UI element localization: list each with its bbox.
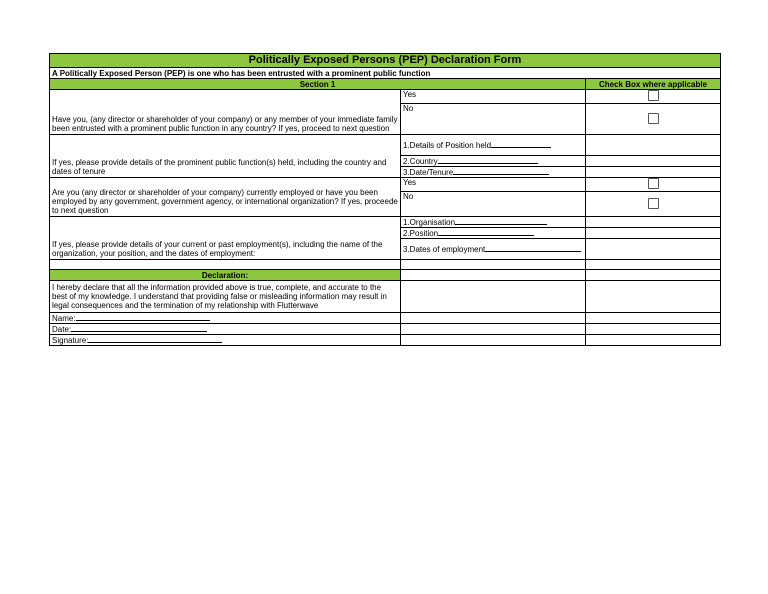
q4-field2-blank [586,228,721,239]
q2-field1-line [491,140,551,148]
q2-field1-row [50,135,721,156]
q3-no-cell [586,192,721,217]
q2-field2-line [438,156,538,164]
declaration-text-row [50,281,721,313]
q4-question: If yes, please provide details of your current or past employment(s), including the name of the organization, your position, and the dates of employment: [50,217,401,260]
q4-field3-label: 3.Dates of employment [403,245,486,254]
signature-blank-2 [586,335,721,346]
q4-field1-line [455,217,547,225]
section-header-row [50,79,721,90]
name-line [76,313,210,321]
q4-field2-label: 2.Position [403,229,439,238]
q1-no-cell [586,104,721,135]
q3-yes-checkbox[interactable] [648,178,659,189]
q1-no-label: No [401,104,586,135]
q2-field1-label: 1.Details of Position held [403,141,492,150]
q1-yes-label: Yes [401,90,586,104]
q2-field2-blank [586,156,721,167]
spacer-cell-3 [586,260,721,270]
q4-field3-line [485,244,581,252]
pep-form-table [49,53,721,346]
check-box-header: Check Box where applicable [586,79,721,90]
q3-no-label: No [401,192,586,217]
q4-field1-row [50,217,721,228]
q1-no-checkbox[interactable] [648,113,659,124]
q2-field2[interactable] [401,156,586,167]
name-label: Name: [52,314,76,323]
q3-yes-label: Yes [401,178,586,192]
q4-field1-label: 1.Organisation [403,218,456,227]
date-label: Date: [52,325,72,334]
name-field[interactable] [50,313,401,324]
q1-yes-cell [586,90,721,104]
q2-field1-blank [586,135,721,156]
declaration-header: Declaration: [50,270,401,281]
q2-field3-blank [586,167,721,178]
pep-definition: A Politically Exposed Person (PEP) is one who has been entrusted with a prominent public function [50,68,721,79]
q1-yes-checkbox[interactable] [648,90,659,101]
q4-field2[interactable] [401,228,586,239]
signature-blank-1 [401,335,586,346]
definition-row [50,68,721,79]
declaration-header-blank-1 [401,270,586,281]
q4-field1[interactable] [401,217,586,228]
date-row [50,324,721,335]
name-blank-1 [401,313,586,324]
declaration-text: I hereby declare that all the information provided above is true, complete, and accurate to the best of my knowledge. I understand that providing false or misleading information may result in legal consequences and the termination of my relationship with Flutterwave [50,281,401,313]
name-blank-2 [586,313,721,324]
q2-question: If yes, please provide details of the prominent public function(s) held, including the country and dates of tenure [50,135,401,178]
form-title: Politically Exposed Persons (PEP) Declaration Form [50,54,721,68]
spacer-row [50,260,721,270]
q4-field2-line [438,228,534,236]
q4-field1-blank [586,217,721,228]
signature-label: Signature: [52,336,89,345]
spacer-cell-2 [401,260,586,270]
signature-line [88,335,222,343]
q3-question: Are you (any director or shareholder of your company) currently employed or have you been employed by any government, government agency, or international organization? If yes, proceede to next question [50,178,401,217]
spacer-cell-1 [50,260,401,270]
q4-field3[interactable] [401,239,586,260]
q2-field3-line [453,167,549,175]
title-row [50,54,721,68]
signature-row [50,335,721,346]
date-field[interactable] [50,324,401,335]
q4-field3-blank [586,239,721,260]
declaration-text-blank-1 [401,281,586,313]
name-row [50,313,721,324]
q2-field2-label: 2.Country [403,157,438,166]
date-line [71,324,207,332]
signature-field[interactable] [50,335,401,346]
q3-no-checkbox[interactable] [648,198,659,209]
declaration-header-blank-2 [586,270,721,281]
section1-label: Section 1 [50,79,586,90]
q2-field1[interactable] [401,135,586,156]
declaration-text-blank-2 [586,281,721,313]
q3-yes-cell [586,178,721,192]
q3-yes-row [50,178,721,192]
q2-field3-label: 3.Date/Tenure [403,168,454,177]
date-blank-1 [401,324,586,335]
date-blank-2 [586,324,721,335]
q1-yes-row [50,90,721,104]
q1-question: Have you, (any director or shareholder of your company) or any member of your immediate family been entrusted with a prominent public function in any country? If yes, proceed to next question [50,90,401,135]
declaration-header-row [50,270,721,281]
q2-field3[interactable] [401,167,586,178]
